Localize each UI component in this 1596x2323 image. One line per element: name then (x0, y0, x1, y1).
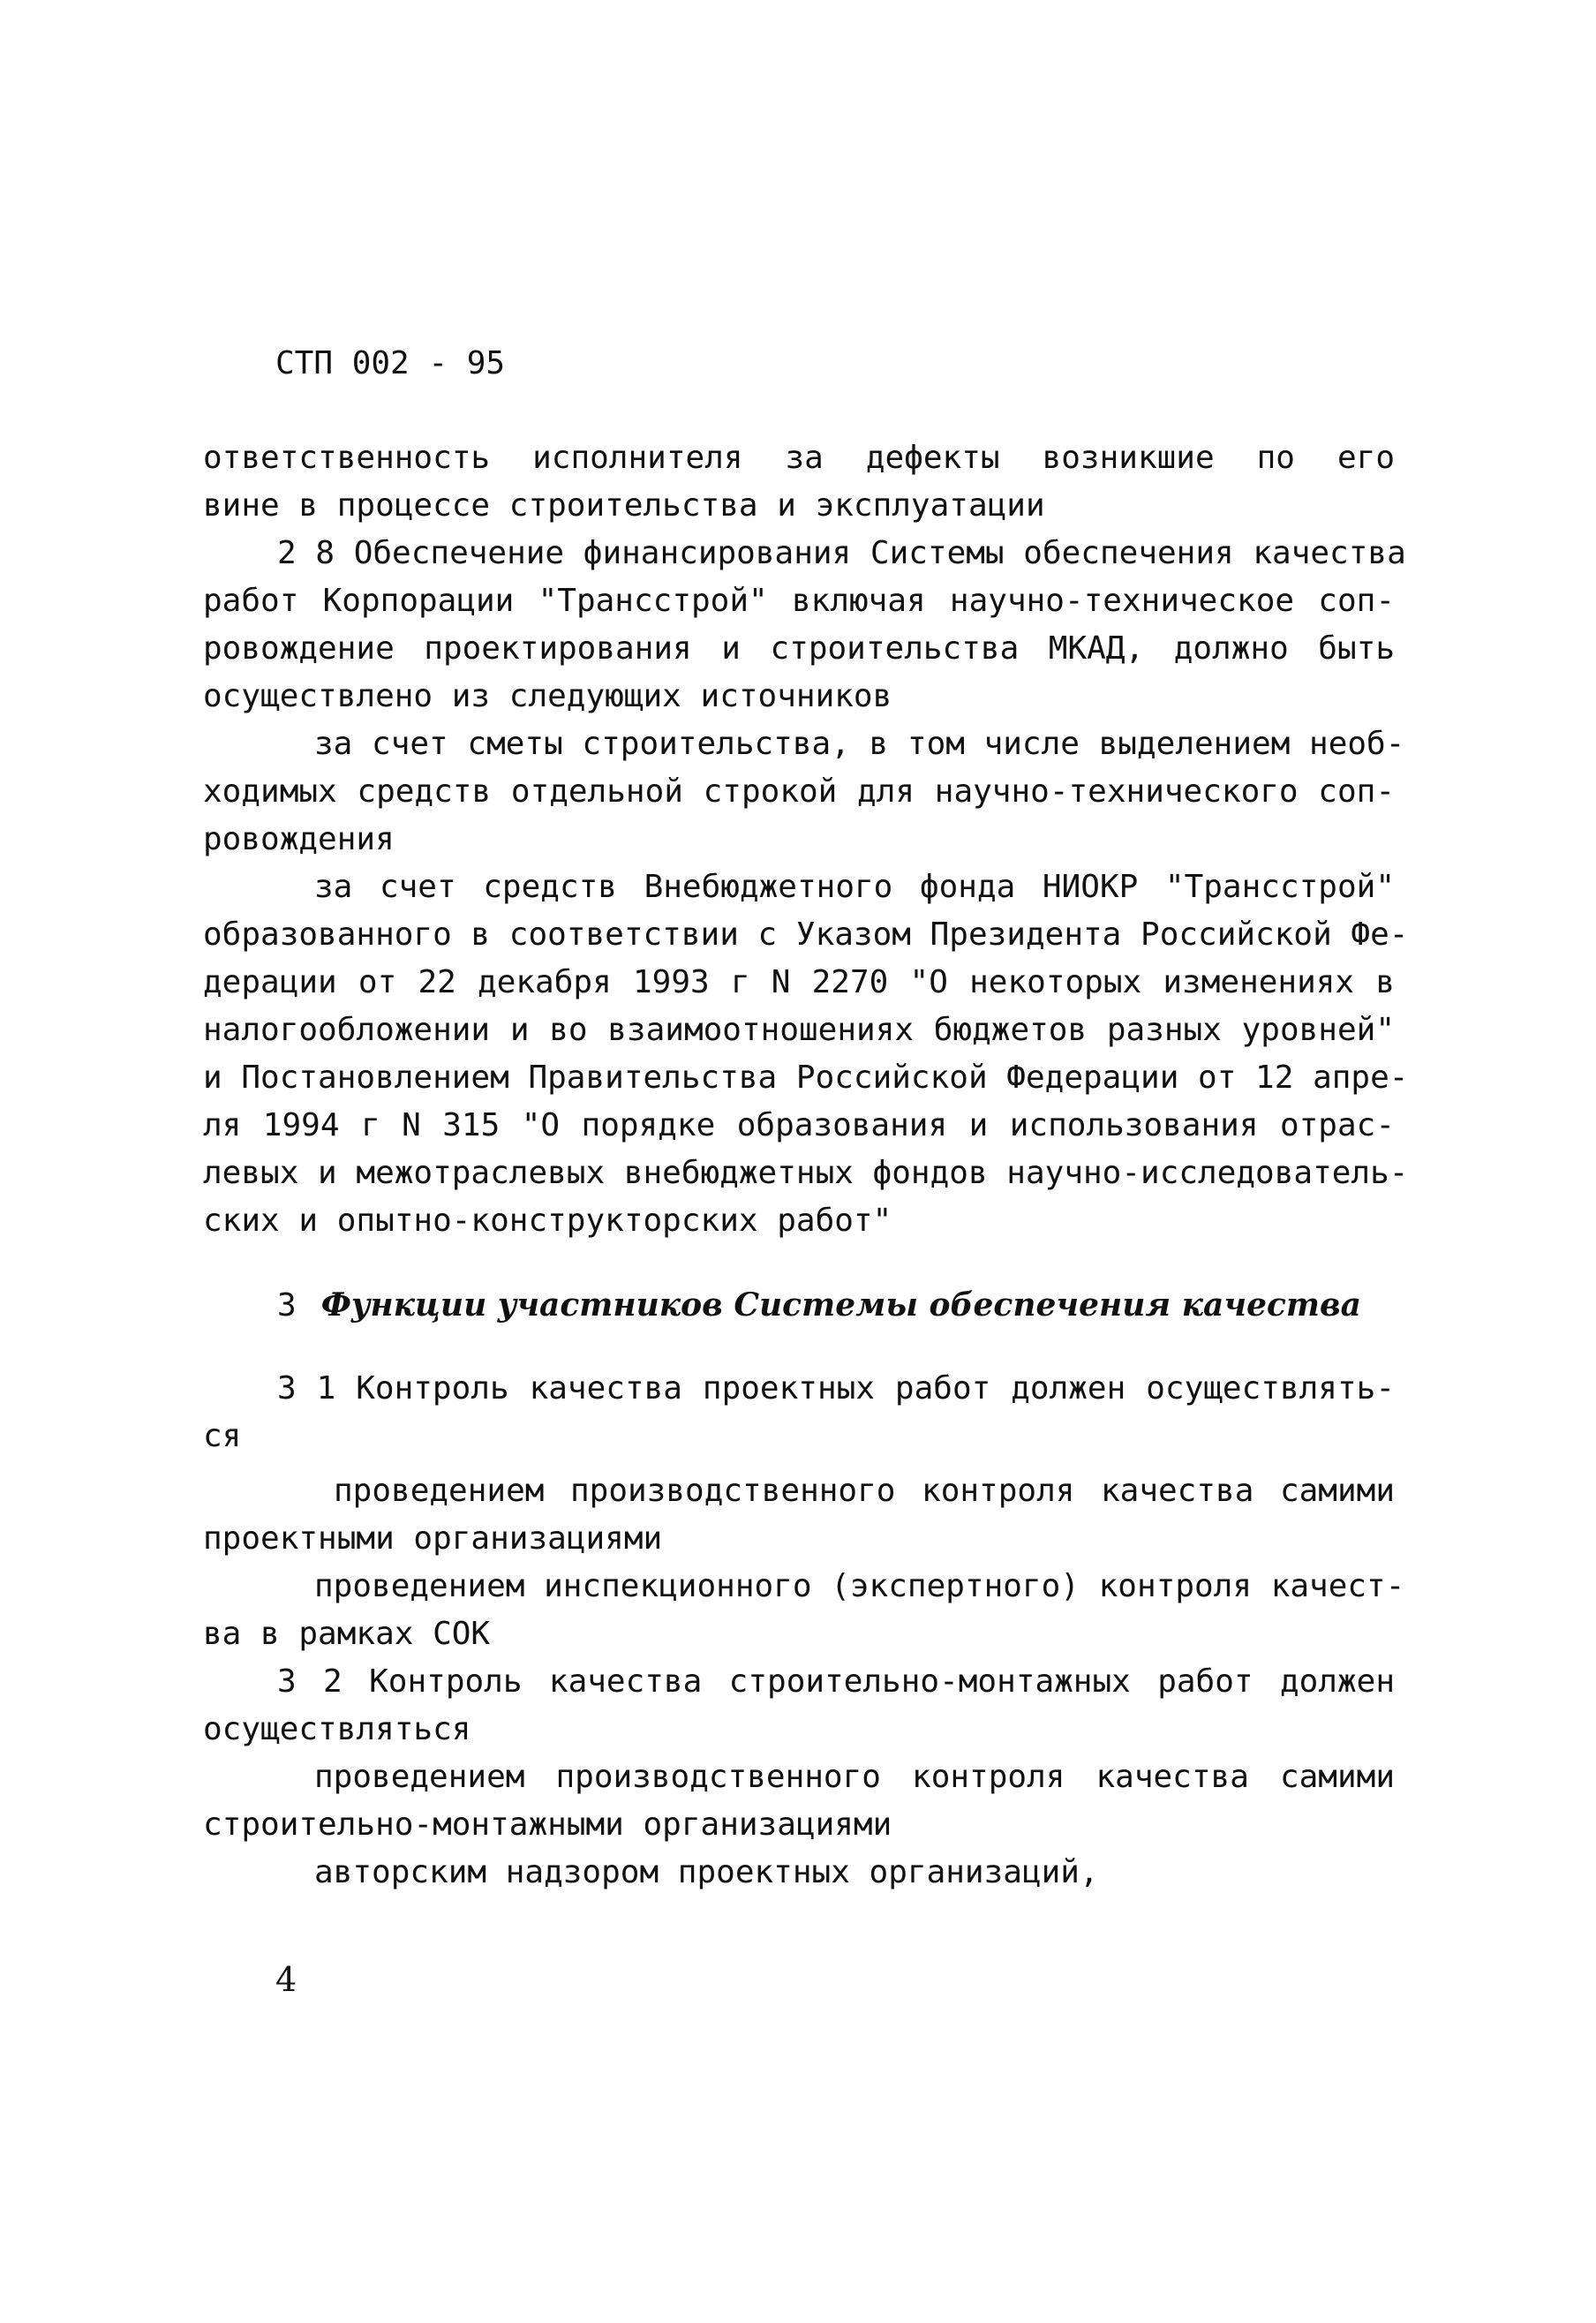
paragraph-inspection-control (203, 1563, 1405, 1658)
section-gap (203, 1245, 1395, 1280)
text-line: левых и межотраслевых внебюджетных фондов научно-исследователь- (203, 1155, 1409, 1191)
text-line: проведением инспекционного (экспертного) контроля качест- (314, 1568, 1405, 1604)
text-line: проведением производственного контроля качества самими (314, 1759, 1395, 1795)
section-title-text: Функции участников Системы обеспечения качества (320, 1286, 1361, 1324)
paragraph-production-control (203, 1467, 1395, 1563)
text-line: налогообложении и во взаимоотношениях бюджетов разных уровней" (203, 1012, 1395, 1048)
text-line: за счет сметы строительства, в том числе выделением необ- (314, 726, 1405, 762)
paragraph-3-2 (203, 1658, 1395, 1754)
text-line: ся (203, 1418, 242, 1454)
text-line: ровождение проектирования и строительства МКАД, должно быть (203, 630, 1395, 667)
document-header: СТП 002 - 95 (275, 345, 506, 381)
text-line: ходимых средств отдельной строкой для научно-технического соп- (203, 773, 1395, 810)
text-line: авторским надзором проектных организаций, (314, 1854, 1099, 1890)
text-line: и Постановлением Правительства Российской Федерации от 12 апре- (203, 1060, 1409, 1096)
text-line: проектными организациями (203, 1520, 663, 1557)
document-body (203, 434, 1409, 1897)
text-line: дерации от 22 декабря 1993 г N 2270 "О некоторых изменениях в (203, 964, 1395, 1000)
section-gap (203, 1330, 1395, 1365)
paragraph-3-1 (203, 1365, 1395, 1460)
text-line: 3 1 Контроль качества проектных работ должен осуществлять- (277, 1370, 1395, 1407)
text-line: проведением производственного контроля качества самими (334, 1473, 1395, 1509)
text-line: ровождения (203, 821, 395, 857)
text-line: осуществлено из следующих источников (203, 678, 892, 714)
text-line: 3 2 Контроль качества строительно-монтажных работ должен (277, 1663, 1395, 1700)
text-line: образованного в соответствии с Указом Президента Российской Фе- (203, 916, 1409, 953)
paragraph-author-supervision (203, 1849, 1395, 1897)
paragraph-construction-control (203, 1754, 1395, 1849)
text-line: за счет средств Внебюджетного фонда НИОКР "Трансстрой" (314, 869, 1395, 905)
page-number: 4 (275, 1960, 297, 1999)
section-3-title (203, 1280, 1395, 1330)
paragraph-gap (203, 1460, 1395, 1467)
text-line: ских и опытно-конструкторских работ" (203, 1203, 892, 1239)
text-line: строительно-монтажными организациями (203, 1806, 892, 1843)
text-line: 2 8 Обеспечение финансирования Системы обеспечения качества (277, 535, 1406, 571)
paragraph-responsibility (203, 434, 1395, 530)
text-line: осуществляться (203, 1711, 471, 1747)
text-line: вине в процессе строительства и эксплуатации (203, 487, 1045, 524)
section-number: 3 (277, 1287, 297, 1324)
paragraph-2-8-financing (203, 530, 1406, 720)
paragraph-estimate-source (203, 720, 1405, 864)
text-line: ответственность исполнителя за дефекты возникшие по его (203, 440, 1395, 476)
paragraph-fund-source (203, 864, 1409, 1245)
text-line: ва в рамках СОК (203, 1616, 491, 1652)
text-line: ля 1994 г N 315 "О порядке образования и использования отрас- (203, 1107, 1395, 1143)
text-line: работ Корпорации "Трансстрой" включая научно-техническое соп- (203, 583, 1395, 619)
